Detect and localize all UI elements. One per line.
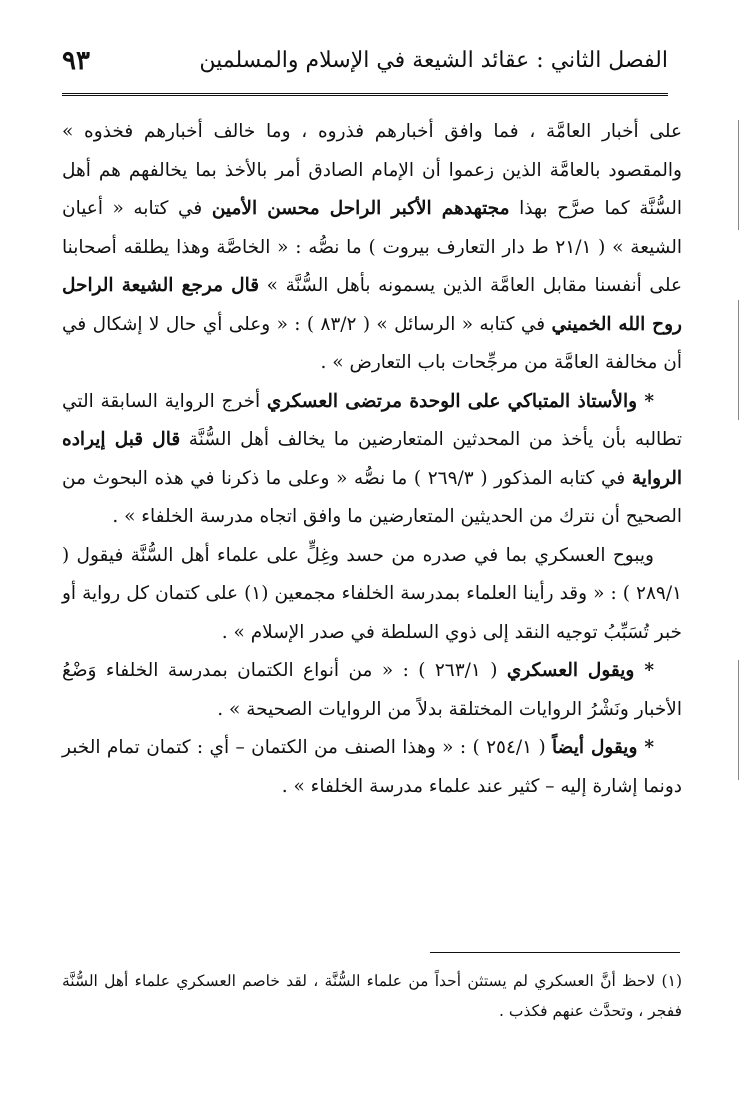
paragraph-1 (62, 113, 682, 383)
scan-edge-mark (738, 120, 739, 230)
p1-text-b: في كتابه « أعيان الشيعة » ( ٢١/١ ط دار التعارف بيروت ) ما نصُّه : « الخاصَّة وهذا يطلقه أصحابنا على أنفسنا مقابل العامَّة الذين يسمونه بأهل السُّنَّة » (62, 198, 682, 296)
p2-text-b: في كتابه المذكور ( ٢٦٩/٣ ) ما نصُّه « وعلى ما ذكرنا في هذه البحوث من الصحيح أن نترك من الحديثين المتعارضين ما وافق اتجاه مدرسة الخلفاء » . (62, 467, 682, 527)
paragraph-5 (62, 729, 682, 806)
paragraph-2 (62, 383, 682, 537)
scan-edge-mark (738, 300, 739, 420)
paragraph-4 (62, 652, 682, 729)
p1-text-c: في كتابه « الرسائل » ( ٨٣/٢ ) : « وعلى أي حال لا إشكال في أن مخالفة العامَّة من مرجِّحات باب التعارض » . (62, 313, 682, 373)
footnote-1: (١) لاحظ أنَّ العسكري لم يستثن أحداً من علماء السُّنَّة ، لقد خاصم العسكري علماء أهل السُّنَّة ففجر ، وتحدَّث عنهم فكذب . (62, 972, 682, 1020)
p4-bold: * ويقول العسكري (506, 660, 655, 681)
p5-bold: * ويقول أيضاً (552, 737, 654, 758)
footnotes (62, 966, 682, 1026)
main-text (62, 113, 682, 806)
p1-bold-a: مجتهدهم الأكبر الراحل محسن الأمين (211, 198, 510, 219)
p1-text-a: على أخبار العامَّة ، فما وافق أخبارهم فذروه ، وما خالف أخبارهم فخذوه » والمقصود بالعامَّة الذين زعموا أن الإمام الصادق أمر بالأخذ بما يخالفهم هم أهل السُّنَّة كما صرَّح بهذا (62, 121, 682, 219)
p5-text: ( ٢٥٤/١ ) : « وهذا الصنف من الكتمان – أي : كتمان تمام الخبر دونما إشارة إليه – كثير عند علماء مدرسة الخلفاء » . (62, 737, 682, 797)
p3-text: ويبوح العسكري بما في صدره من حسد وغِلٍّ على علماء أهل السُّنَّة فيقول ( ٢٨٩/١ ) : « وقد رأينا العلماء بمدرسة الخلفاء مجمعين (١) على كتمان كل رواية أو خبر تُسَبِّبُ توجيه النقد إلى ذوي السلطة في صدر الإسلام » . (62, 544, 682, 643)
p2-text-a: أخرج الرواية السابقة التي تطالبه بأن يأخذ من المحدثين المتعارضين ما يخالف أهل السُّنَّة (62, 390, 682, 450)
page-header (62, 44, 668, 88)
p1-bold-b: قال مرجع الشيعة الراحل روح الله الخميني (62, 275, 682, 335)
footnote-rule (430, 952, 680, 953)
p2-bold-a: * والأستاذ المتباكي على الوحدة مرتضى العسكري (266, 390, 655, 412)
p2-bold-b: قال قبل إيراده الرواية (62, 429, 683, 489)
page-number: ٩٣ (62, 46, 90, 76)
running-title: الفصل الثاني : عقائد الشيعة في الإسلام والمسلمين (199, 48, 668, 73)
paragraph-3 (62, 537, 682, 653)
p4-text: ( ٢٦٣/١ ) : « من أنواع الكتمان بمدرسة الخلفاء وَضْعُ الأخبار ونَشْرُ الروايات المختلقة بدلاً من الروايات الصحيحة » . (62, 660, 682, 720)
header-rule (62, 93, 668, 96)
scan-edge-mark (738, 660, 739, 780)
